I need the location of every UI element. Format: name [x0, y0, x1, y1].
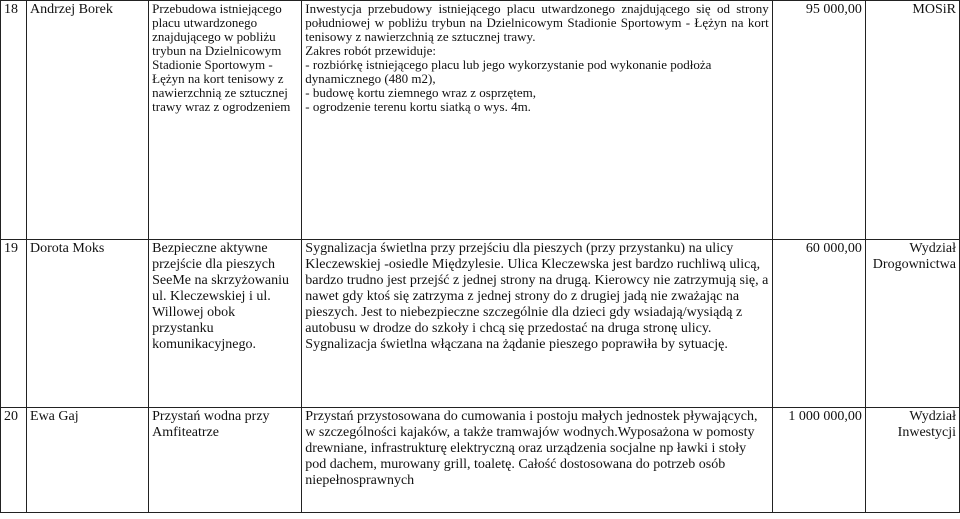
- cost-amount: 60 000,00: [772, 240, 865, 408]
- description-list: Zakres robót przewiduje: - rozbiórkę istniejącego placu lub jego wykorzystanie pod wykonanie podłoża dynamicznego (480 m2), - budowę kortu ziemnego wraz z osprzętem, - ogrodzenie terenu kortu siatką o wys. 4m.: [305, 43, 712, 114]
- project-description: Sygnalizacja świetlna przy przejściu dla pieszych (przy przystanku) na ulicy Kleczewskiej -osiedle Międzylesie. Ulica Kleczewska jest bardzo ruchliwą ulicą, bardzo trudno jest przejść z jednej strony na drugą. Kierowcy nie zatrzymują się, a nawet gdy ktoś się zatrzyma z jednej strony do z drugiej jadą nie zważając na pieszych. Jest to niebezpieczne szczególnie dla dzieci gdy wsiadają/wysiądą z autobusu w drodze do szkoły i chcą się przedostać na druga stronę ulicy. Sygnalizacja świetlna włączana na żądanie pieszego poprawiła by sytuację.: [302, 240, 772, 408]
- table-row: [1, 1, 960, 240]
- project-description: Przystań przystosowana do cumowania i postoju małych jednostek pływających, w szczególności kajaków, a także tramwajów wodnych.Wyposażona w pomosty drewniane, infrastrukturę elektryczną oraz urządzenia socjalne np ławki i stoły pod dachem, murowany grill, toaletę. Całość dostosowana do potrzeb osób niepełnosprawnych: [302, 408, 772, 513]
- row-number: 20: [1, 408, 27, 513]
- row-number: 18: [1, 1, 27, 240]
- author-name: Ewa Gaj: [27, 408, 149, 513]
- table-row: [1, 408, 960, 513]
- responsible-unit: MOSiR: [865, 1, 959, 240]
- responsible-unit: Wydział Drogownictwa: [865, 240, 959, 408]
- cost-amount: 95 000,00: [772, 1, 865, 240]
- project-title: Bezpieczne aktywne przejście dla pieszych SeeMe na skrzyżowaniu ul. Kleczewskiej i ul. Willowej obok przystanku komunikacyjnego.: [149, 240, 302, 408]
- description-intro: Inwestycja przebudowy istniejącego placu utwardzonego znajdującego się od strony południowej w pobliżu trybun na Dzielnicowym Stadionie Sportowym - Łężyn na kort tenisowy z nawierzchnią ze sztucznej trawy.: [305, 1, 769, 44]
- project-title: Przebudowa istniejącego placu utwardzonego znajdującego w pobliżu trybun na Dzielnicowym Stadionie Sportowym - Łężyn na kort tenisowy z nawierzchnią ze sztucznej trawy wraz z ogrodzeniem: [149, 1, 302, 240]
- table-row: [1, 240, 960, 408]
- project-title: Przystań wodna przy Amfiteatrze: [149, 408, 302, 513]
- row-number: 19: [1, 240, 27, 408]
- author-name: Dorota Moks: [27, 240, 149, 408]
- cost-amount: 1 000 000,00: [772, 408, 865, 513]
- project-description: [302, 1, 772, 240]
- author-name: Andrzej Borek: [27, 1, 149, 240]
- responsible-unit: Wydział Inwestycji: [865, 408, 959, 513]
